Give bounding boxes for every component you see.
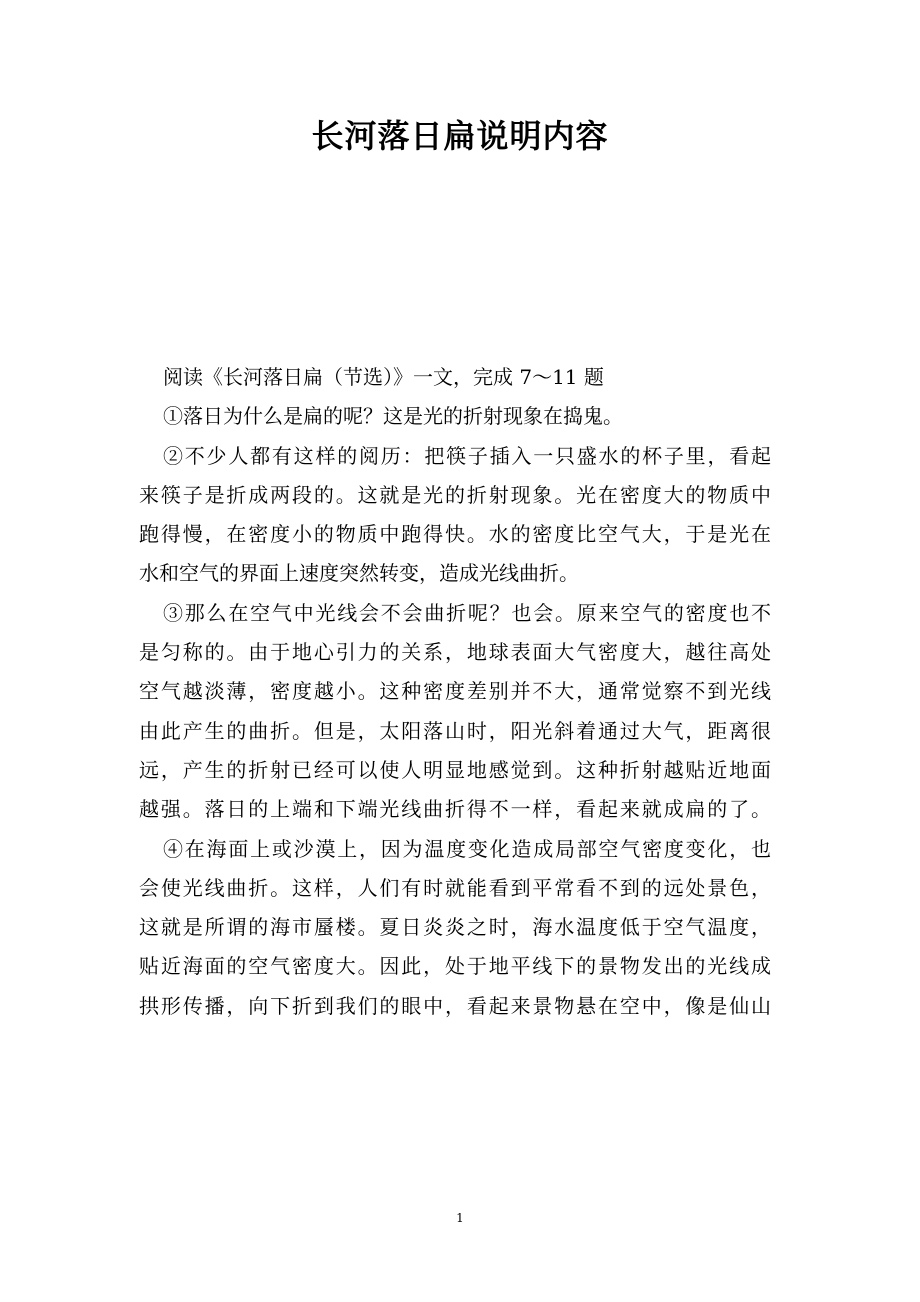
paragraph-intro [139, 358, 771, 397]
paragraph-4 [139, 830, 771, 1026]
text-line: 远，产生的折射已经可以使人明显地感觉到。这种折射越贴近地面 [139, 757, 771, 782]
text-line: 空气越淡薄，密度越小。这种密度差别并不大，通常觉察不到光线 [139, 679, 771, 704]
text-line: 由此产生的曲折。但是，太阳落山时，阳光斜着通过大气，距离很 [139, 718, 771, 743]
document-body [139, 358, 771, 1026]
text-line: 水和空气的界面上速度突然转变，造成光线曲折。 [139, 561, 579, 586]
text-line: 越强。落日的上端和下端光线曲折得不一样，看起来就成扁的了。 [139, 797, 771, 822]
text-line: 跑得慢，在密度小的物质中跑得快。水的密度比空气大，于是光在 [139, 522, 771, 547]
text-line: ②不少人都有这样的阅历：把筷子插入一只盛水的杯子里，看起 [163, 443, 771, 468]
text-line: 会使光线曲折。这样，人们有时就能看到平常看不到的远处景色， [139, 875, 771, 900]
text-line: 来筷子是折成两段的。这就是光的折射现象。光在密度大的物质中 [139, 482, 771, 507]
paragraph-1 [139, 397, 771, 436]
text-line: ③那么在空气中光线会不会曲折呢？也会。原来空气的密度也不 [163, 600, 771, 625]
text-line: 这就是所谓的海市蜃楼。夏日炎炎之时，海水温度低于空气温度， [139, 915, 771, 940]
text-line: 拱形传播，向下折到我们的眼中，看起来景物悬在空中，像是仙山 [139, 993, 771, 1018]
page-number: 1 [456, 1211, 464, 1225]
text-line: 阅读《长河落日扁（节选）》一文，完成 7～11 题 [163, 365, 604, 389]
paragraph-2 [139, 437, 771, 594]
paragraph-3 [139, 594, 771, 830]
text-line: 贴近海面的空气密度大。因此，处于地平线下的景物发出的光线成 [139, 954, 771, 979]
text-line: ④在海面上或沙漠上，因为温度变化造成局部空气密度变化，也 [163, 836, 771, 861]
text-line: 是匀称的。由于地心引力的关系，地球表面大气密度大，越往高处 [139, 640, 771, 665]
document-title: 长河落日扁说明内容 [311, 117, 609, 155]
text-line: ①落日为什么是扁的呢？这是光的折射现象在捣鬼。 [163, 404, 623, 429]
